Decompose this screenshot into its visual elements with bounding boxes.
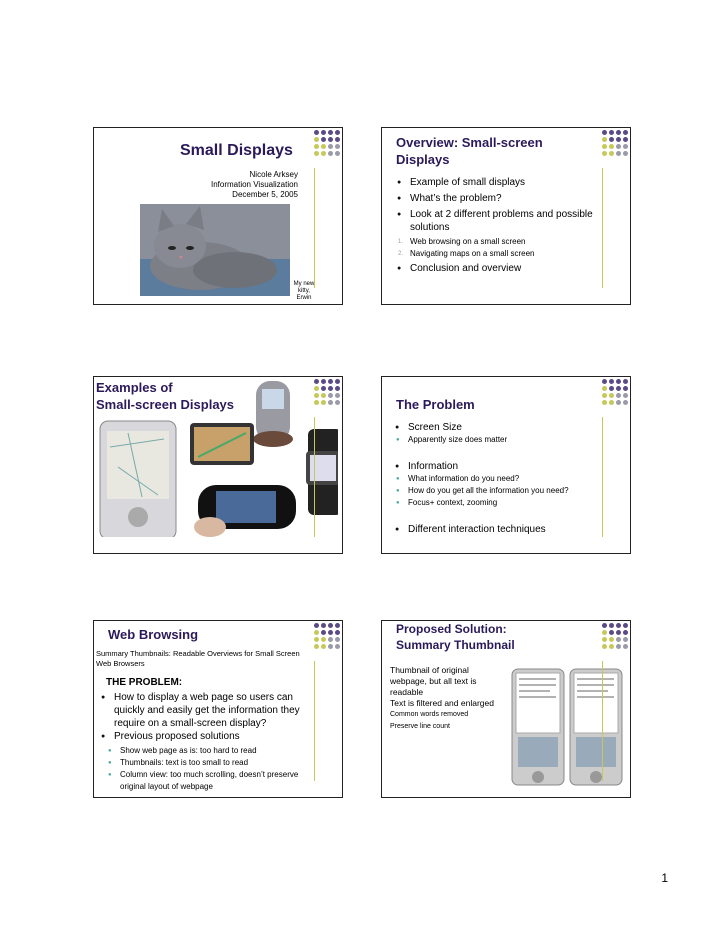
decoration-dot bbox=[314, 379, 319, 384]
decoration-dot bbox=[616, 130, 621, 135]
decoration-dot bbox=[616, 630, 621, 635]
slide-6-title-line-2: Summary Thumbnail bbox=[396, 638, 515, 652]
decoration-line bbox=[314, 417, 315, 537]
kitten-photo bbox=[140, 204, 290, 296]
sub-bullet: ● Common words removed bbox=[381, 709, 498, 721]
slide-4 bbox=[381, 376, 631, 554]
decoration-dot bbox=[328, 379, 333, 384]
decoration-line bbox=[314, 661, 315, 781]
decoration-dot bbox=[623, 130, 628, 135]
decoration-dot bbox=[314, 137, 319, 142]
decoration-dot bbox=[609, 151, 614, 156]
decoration-dot bbox=[602, 637, 607, 642]
bullet: ● What’s the problem? bbox=[396, 192, 606, 205]
slide-1 bbox=[93, 127, 343, 305]
slide-3 bbox=[93, 376, 343, 554]
bullet: ● Example of small displays bbox=[396, 176, 606, 189]
decoration-dot bbox=[314, 623, 319, 628]
decoration-dot bbox=[616, 151, 621, 156]
decoration-dot bbox=[623, 400, 628, 405]
bullet: ● How to display a web page so users can quickly and easily get the information they require on a small-screen display? bbox=[100, 691, 322, 730]
bullet: ● Different interaction techniques bbox=[394, 523, 614, 536]
slide-4-bullets bbox=[394, 421, 614, 536]
decoration-dot bbox=[321, 637, 326, 642]
slide-1-author: Nicole Arksey bbox=[249, 170, 298, 179]
decoration-dot bbox=[623, 151, 628, 156]
numbered-sub-bullet: 2. Navigating maps on a small screen bbox=[398, 249, 535, 258]
decoration-dot bbox=[321, 623, 326, 628]
decoration-dot bbox=[321, 630, 326, 635]
bullet: ● Text is filtered and enlarged bbox=[381, 698, 498, 709]
decoration-dot bbox=[623, 637, 628, 642]
slide-3-title-line-1: Examples of bbox=[96, 380, 173, 395]
bullet: ● Thumbnail of original webpage, but all text is readable bbox=[381, 665, 498, 698]
decoration-dot bbox=[328, 623, 333, 628]
decoration-dot bbox=[602, 151, 607, 156]
decoration-dot bbox=[602, 379, 607, 384]
sub-bullet: ● Column view: too much scrolling, doesn’t preserve original layout of webpage bbox=[106, 769, 322, 793]
decoration-dot bbox=[623, 137, 628, 142]
decoration-dot bbox=[623, 144, 628, 149]
decoration-dot bbox=[602, 144, 607, 149]
decoration-dot bbox=[328, 637, 333, 642]
slide-3-title-line-2: Small-screen Displays bbox=[96, 397, 235, 412]
decoration-dot bbox=[623, 393, 628, 398]
sub-bullet: ● Focus+ context, zooming bbox=[394, 497, 614, 509]
decoration-dot bbox=[609, 144, 614, 149]
decoration-dot bbox=[335, 130, 340, 135]
slide-2-bullets bbox=[396, 176, 606, 275]
sub-bullet: ● What information do you need? bbox=[394, 473, 614, 485]
decoration-dot bbox=[616, 400, 621, 405]
decoration-dot bbox=[616, 379, 621, 384]
slide-6-title-line-1: Proposed Solution: bbox=[396, 622, 507, 636]
sub-bullet: ● Apparently size does matter bbox=[394, 434, 614, 446]
devices-photo bbox=[98, 377, 338, 537]
decoration-dot bbox=[602, 644, 607, 649]
bullet: ● Information bbox=[394, 460, 614, 473]
decoration-dot bbox=[623, 644, 628, 649]
problem-label: THE PROBLEM: bbox=[106, 677, 183, 688]
decoration-dot bbox=[609, 137, 614, 142]
decoration-line bbox=[314, 168, 315, 288]
slide-4-title: The Problem bbox=[396, 397, 475, 412]
slide-1-date: December 5, 2005 bbox=[232, 190, 298, 199]
sub-bullet: ● Show web page as is: too hard to read bbox=[106, 745, 322, 757]
decoration-dot bbox=[314, 130, 319, 135]
slide-1-title: Small Displays bbox=[180, 142, 293, 159]
bullet: ● Screen Size bbox=[394, 421, 614, 434]
slide-2-title bbox=[396, 134, 543, 168]
numbered-sub-bullet: 1. Web browsing on a small screen bbox=[398, 237, 526, 246]
slide-6-bullets bbox=[381, 665, 498, 733]
decoration-line bbox=[602, 168, 603, 288]
decoration-dot bbox=[314, 630, 319, 635]
decoration-dot bbox=[321, 144, 326, 149]
decoration-dot bbox=[321, 130, 326, 135]
decoration-dot bbox=[335, 630, 340, 635]
decoration-dot bbox=[616, 644, 621, 649]
summary-thumbnail-figure bbox=[510, 665, 630, 795]
decoration-dot bbox=[609, 379, 614, 384]
decoration-dot bbox=[335, 393, 340, 398]
slide-1-decoration bbox=[314, 130, 340, 156]
slide-2 bbox=[381, 127, 631, 305]
decoration-dot bbox=[314, 393, 319, 398]
decoration-dot bbox=[335, 400, 340, 405]
decoration-dot bbox=[328, 644, 333, 649]
decoration-dot bbox=[616, 623, 621, 628]
slide-5-decoration bbox=[314, 623, 340, 649]
bullet: ● Conclusion and overview bbox=[396, 262, 606, 275]
decoration-dot bbox=[314, 144, 319, 149]
decoration-dot bbox=[328, 386, 333, 391]
decoration-dot bbox=[602, 623, 607, 628]
decoration-dot bbox=[602, 386, 607, 391]
decoration-dot bbox=[328, 130, 333, 135]
slide-1-caption: My new kitty, Erwin bbox=[293, 281, 315, 301]
decoration-dot bbox=[609, 386, 614, 391]
decoration-dot bbox=[609, 630, 614, 635]
slide-5-bullets bbox=[100, 691, 322, 793]
decoration-dot bbox=[335, 144, 340, 149]
decoration-dot bbox=[314, 644, 319, 649]
sub-bullet: ● Thumbnails: text is too small to read bbox=[106, 757, 322, 769]
decoration-dot bbox=[623, 379, 628, 384]
decoration-dot bbox=[609, 130, 614, 135]
slide-2-title-line-2: Displays bbox=[396, 152, 450, 167]
slide-5-title: Web Browsing bbox=[108, 627, 199, 642]
decoration-dot bbox=[314, 637, 319, 642]
decoration-dot bbox=[616, 144, 621, 149]
decoration-dot bbox=[335, 137, 340, 142]
decoration-dot bbox=[321, 386, 326, 391]
decoration-dot bbox=[609, 623, 614, 628]
decoration-line bbox=[602, 661, 603, 781]
bullet: ● Previous proposed solutions bbox=[100, 730, 322, 743]
slide-4-decoration bbox=[602, 379, 628, 405]
decoration-dot bbox=[321, 379, 326, 384]
decoration-dot bbox=[616, 393, 621, 398]
decoration-dot bbox=[335, 379, 340, 384]
decoration-dot bbox=[609, 400, 614, 405]
decoration-dot bbox=[321, 393, 326, 398]
slide-6-title bbox=[396, 621, 515, 653]
slide-3-decoration bbox=[314, 379, 340, 405]
decoration-dot bbox=[321, 151, 326, 156]
decoration-dot bbox=[328, 400, 333, 405]
decoration-dot bbox=[602, 400, 607, 405]
decoration-dot bbox=[328, 151, 333, 156]
slide-2-decoration bbox=[602, 130, 628, 156]
page-number: 1 bbox=[661, 871, 668, 885]
slide-2-title-line-1: Overview: Small-screen bbox=[396, 135, 543, 150]
decoration-dot bbox=[609, 393, 614, 398]
bullet: ● Look at 2 different problems and possible solutions bbox=[396, 208, 606, 234]
decoration-dot bbox=[328, 144, 333, 149]
decoration-dot bbox=[602, 393, 607, 398]
decoration-dot bbox=[616, 137, 621, 142]
sub-bullet: ● Preserve line count bbox=[381, 721, 498, 733]
slide-5 bbox=[93, 620, 343, 798]
decoration-dot bbox=[623, 386, 628, 391]
slide-6 bbox=[381, 620, 631, 798]
decoration-dot bbox=[602, 130, 607, 135]
decoration-dot bbox=[335, 386, 340, 391]
slide-6-decoration bbox=[602, 623, 628, 649]
decoration-dot bbox=[328, 630, 333, 635]
decoration-dot bbox=[616, 637, 621, 642]
decoration-line bbox=[602, 417, 603, 537]
decoration-dot bbox=[623, 623, 628, 628]
decoration-dot bbox=[623, 630, 628, 635]
decoration-dot bbox=[616, 386, 621, 391]
decoration-dot bbox=[321, 644, 326, 649]
sub-bullet: ● How do you get all the information you need? bbox=[394, 485, 614, 497]
slide-5-subtitle: Summary Thumbnails: Readable Overviews for Small Screen Web Browsers bbox=[96, 649, 300, 668]
decoration-dot bbox=[335, 623, 340, 628]
slide-1-course: Information Visualization bbox=[210, 180, 298, 189]
decoration-dot bbox=[609, 637, 614, 642]
decoration-dot bbox=[314, 386, 319, 391]
decoration-dot bbox=[335, 151, 340, 156]
decoration-dot bbox=[314, 400, 319, 405]
decoration-dot bbox=[602, 630, 607, 635]
decoration-dot bbox=[328, 393, 333, 398]
decoration-dot bbox=[321, 137, 326, 142]
decoration-dot bbox=[335, 644, 340, 649]
decoration-dot bbox=[314, 151, 319, 156]
decoration-dot bbox=[602, 137, 607, 142]
decoration-dot bbox=[609, 644, 614, 649]
decoration-dot bbox=[321, 400, 326, 405]
decoration-dot bbox=[328, 137, 333, 142]
decoration-dot bbox=[335, 637, 340, 642]
